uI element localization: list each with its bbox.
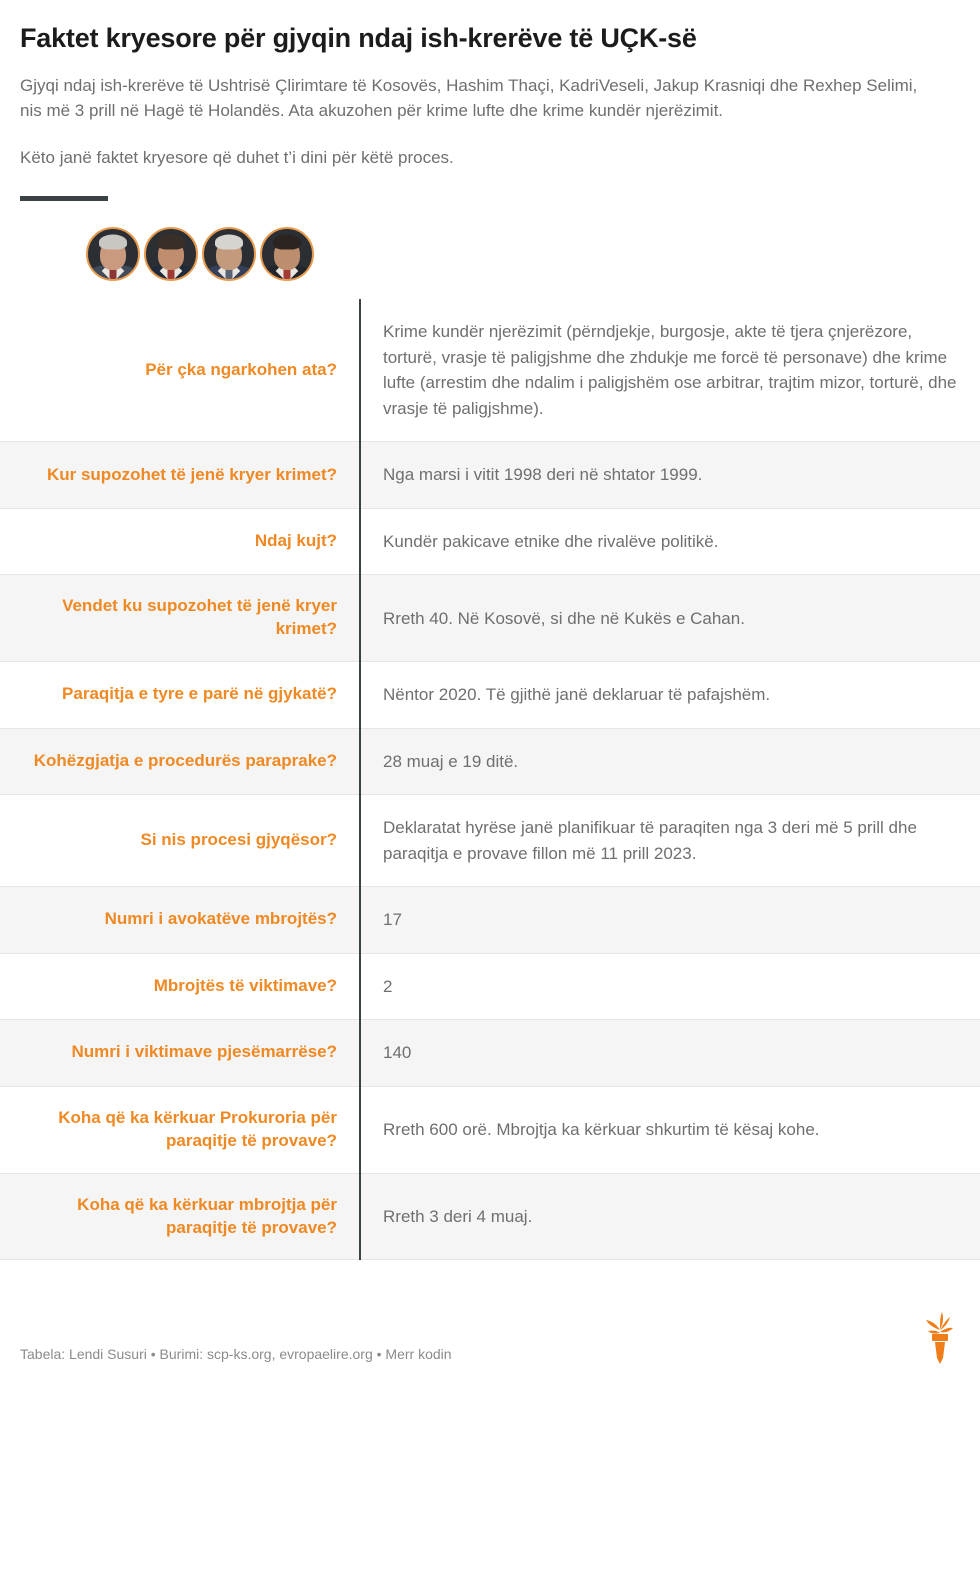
fact-answer: Rreth 40. Në Kosovë, si dhe në Kukës e Cahan. bbox=[360, 575, 980, 662]
fact-question: Koha që ka kërkuar mbrojtja për paraqitje të provave? bbox=[0, 1173, 360, 1260]
footer bbox=[0, 1260, 980, 1388]
header bbox=[0, 0, 980, 201]
fact-answer: Nëntor 2020. Të gjithë janë deklaruar të pafajshëm. bbox=[360, 662, 980, 729]
avatar bbox=[260, 227, 314, 281]
fact-question: Kohëzgjatja e procedurës paraprake? bbox=[0, 728, 360, 795]
fact-answer: Deklaratat hyrëse janë planifikuar të paraqiten nga 3 deri më 5 prill dhe paraqitja e provave fillon më 11 prill 2023. bbox=[360, 795, 980, 887]
intro-paragraph-2: Këto janë faktet kryesore që duhet t’i dini për këtë proces. bbox=[20, 147, 454, 167]
avatar bbox=[86, 227, 140, 281]
table-row bbox=[0, 575, 980, 662]
table-row bbox=[0, 1086, 980, 1173]
fact-answer: Krime kundër njerëzimit (përndjekje, burgosje, akte të tjera çnjerëzore, torturë, vrasje të paligjshme dhe zhdukje me forcë të personave) dhe krime lufte (arrestim dhe ndalim i paligjshëm ose arbitrar, trajtim mizor, torturë, dhe vrasje të paligjshme). bbox=[360, 299, 980, 442]
fact-answer: Nga marsi i vitit 1998 deri në shtator 1999. bbox=[360, 442, 980, 509]
fact-question: Ndaj kujt? bbox=[0, 508, 360, 575]
fact-answer: Rreth 3 deri 4 muaj. bbox=[360, 1173, 980, 1260]
fact-answer: 28 muaj e 19 ditë. bbox=[360, 728, 980, 795]
fact-answer: 17 bbox=[360, 887, 980, 954]
fact-question: Paraqitja e tyre e parë në gjykatë? bbox=[0, 662, 360, 729]
table-row bbox=[0, 953, 980, 1020]
page-title: Faktet kryesore për gjyqin ndaj ish-krerëve të UÇK-së bbox=[20, 23, 697, 53]
fact-answer: Kundër pakicave etnike dhe rivalëve politikë. bbox=[360, 508, 980, 575]
defendant-avatar-group bbox=[0, 227, 980, 299]
fact-answer: 2 bbox=[360, 953, 980, 1020]
fact-question: Mbrojtës të viktimave? bbox=[0, 953, 360, 1020]
rfe-torch-logo bbox=[916, 1306, 960, 1364]
table-row bbox=[0, 1173, 980, 1260]
table-row bbox=[0, 795, 980, 887]
table-row bbox=[0, 442, 980, 509]
table-row bbox=[0, 728, 980, 795]
avatar bbox=[202, 227, 256, 281]
table-row bbox=[0, 299, 980, 442]
fact-answer: 140 bbox=[360, 1020, 980, 1087]
section-divider-rule bbox=[20, 196, 108, 201]
fact-question: Koha që ka kërkuar Prokuroria për paraqitje të provave? bbox=[0, 1086, 360, 1173]
facts-table bbox=[0, 299, 980, 1260]
fact-question: Numri i viktimave pjesëmarrëse? bbox=[0, 1020, 360, 1087]
table-row bbox=[0, 662, 980, 729]
fact-question: Vendet ku supozohet të jenë kryer krimet? bbox=[0, 575, 360, 662]
intro-paragraph-1: Gjyqi ndaj ish-krerëve të Ushtrisë Çlirimtare të Kosovës, Hashim Thaçi, KadriVeseli, Jakup Krasniqi dhe Rexhep Selimi, nis më 3 prill në Hagë të Holandës. Ata akuzohen për krime lufte dhe krime kundër njerëzimit. bbox=[20, 76, 918, 121]
avatar bbox=[144, 227, 198, 281]
fact-question: Kur supozohet të jenë kryer krimet? bbox=[0, 442, 360, 509]
table-row bbox=[0, 508, 980, 575]
fact-question: Numri i avokatëve mbrojtës? bbox=[0, 887, 360, 954]
table-row bbox=[0, 1020, 980, 1087]
table-row bbox=[0, 887, 980, 954]
credit-text: Tabela: Lendi Susuri • Burimi: scp-ks.org, evropaelire.org • Merr kodin bbox=[20, 1345, 452, 1362]
fact-question: Për çka ngarkohen ata? bbox=[0, 299, 360, 442]
fact-question: Si nis procesi gjyqësor? bbox=[0, 795, 360, 887]
fact-answer: Rreth 600 orë. Mbrojtja ka kërkuar shkurtim të kësaj kohe. bbox=[360, 1086, 980, 1173]
